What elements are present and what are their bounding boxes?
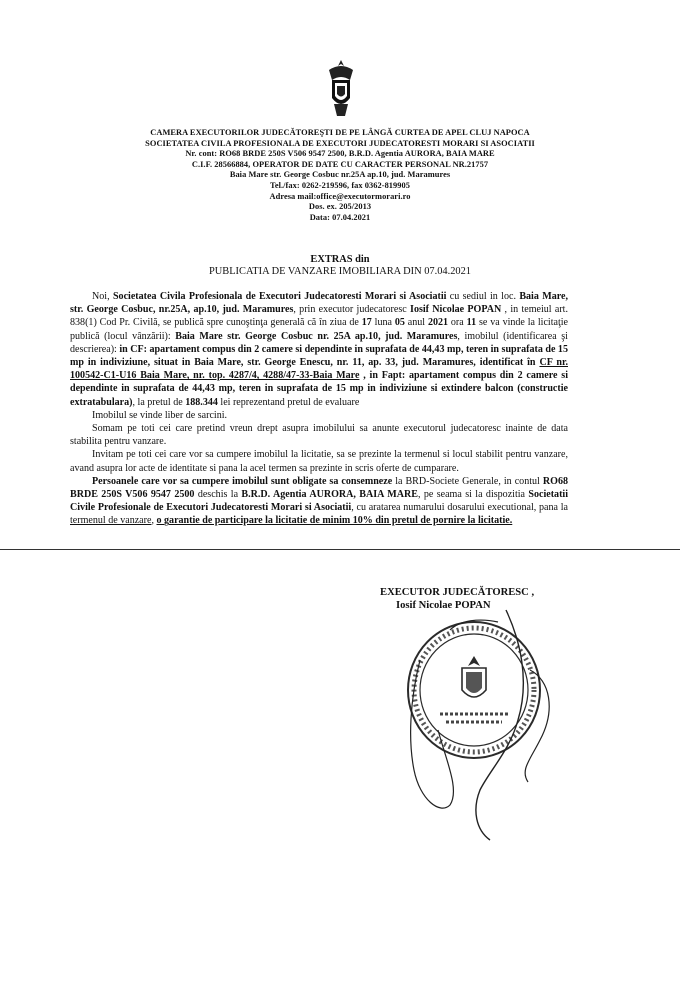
- paragraph-no-encumbrances: Imobilul se vinde liber de sarcini.: [92, 409, 228, 421]
- title-publication: PUBLICATIA DE VANZARE IMOBILIARA DIN 07.04.2021: [209, 266, 471, 277]
- title-extract: EXTRAS din: [310, 254, 370, 265]
- horizontal-divider: [0, 549, 680, 550]
- paragraph-sale-notice: Noi, Societatea Civila Profesionala de Executori Judecatoresti Morari si Asociatii cu sediul in loc. Baia Mare, str. George Cosbuc, nr.25A, ap.10, jud. Maramures, prin executor judecatoresc Iosif Nicolae POPAN , in temeiul art. 838(1) Cod Pr. Civilă, se publică spre cunoştinţa generală că în ziua de 17 luna 05 anul 2021 ora 11 se va vinde la licitaţie publică (locul vânzării): Baia Mare str. George Cosbuc nr. 25A ap.10, jud. Maramures, imobilul (identificarea şi descrierea): in CF: apartament compus din 2 camere si dependinte in suprafata de 44,43 mp, teren in suprafata de 15 mp in indiviziune, situat in Baia Mare, str. George Enescu, nr. 11, ap. 33, jud. Maramures, identificat în CF nr. 100542-C1-U16 Baia Mare, nr. top. 4287/4, 4288/47-33-Baia Mare , in Fapt: apartament compus din 2 camere si dependinte in suprafata de 44,43 mp, teren in suprafata de 15 mp in indiviziune si extindere balcon (constructie extratabulara), la pretul de 188.344 lei reprezentand pretul de evaluare: [70, 291, 569, 408]
- fiscal-code: C.I.F. 28566884, OPERATOR DE DATE CU CARACTER PERSONAL NR.21757: [191, 159, 489, 169]
- document-body: [70, 290, 568, 528]
- bank-account: Nr. cont: RO68 BRDE 250S V506 9547 2500, B.R.D. Agentia AURORA, BAIA MARE: [185, 149, 495, 159]
- signature-title: EXECUTOR JUDECĂTORESC ,: [380, 587, 535, 598]
- email-address: Adresa mail:office@executormorari.ro: [269, 191, 411, 201]
- paragraph-deposit: Persoanele care vor sa cumpere imobilul sunt obligate sa consemneze la BRD-Societe Generale, in contul RO68 BRDE 250S V506 9547 2500 deschis la B.R.D. Agentia AURORA, BAIA MARE, pe seama si la dispozitia Societatii Civile Profesionale de Executori Judecatoresti Morari si Asociatii, cu aratarea numarului dosarului executional, pana la termenul de vanzare, o garantie de participare la licitatie de minim 10% din pretul de pornire la licitatie.: [70, 475, 569, 527]
- handwritten-signature: [380, 600, 620, 880]
- paragraph-summons: Somam pe toti cei care pretind vreun drept asupra imobilului sa anunte executorul judecatoresc inainte de data stabilita pentru vanzare.: [70, 423, 568, 448]
- letterhead: [60, 128, 620, 223]
- chamber-name: CAMERA EXECUTORILOR JUDECĂTOREŞTI DE PE LÂNGĂ CURTEA DE APEL CLUJ NAPOCA: [150, 128, 530, 137]
- company-name: SOCIETATEA CIVILA PROFESIONALA DE EXECUTORI JUDECATORESTI MORARI SI ASOCIATII: [145, 138, 535, 148]
- coat-of-arms-emblem: [326, 58, 356, 120]
- document-date: Data: 07.04.2021: [309, 212, 371, 222]
- signature-name: Iosif Nicolae POPAN: [396, 600, 491, 611]
- case-number: Dos. ex. 205/2013: [308, 202, 372, 212]
- paragraph-invitation: Invitam pe toti cei care vor sa cumpere imobilul la licitatie, sa se prezinte la termenul si locul stabilit pentru vanzare, avand asupra lor acte de identitate si pana la acel termen sa prezinte in scris oferte de cumparare.: [70, 449, 568, 474]
- document-title: [60, 254, 620, 278]
- phone-fax: Tel./fax: 0262-219596, fax 0362-819905: [270, 180, 410, 190]
- office-address: Baia Mare str. George Cosbuc nr.25A ap.10, jud. Maramures: [229, 170, 451, 180]
